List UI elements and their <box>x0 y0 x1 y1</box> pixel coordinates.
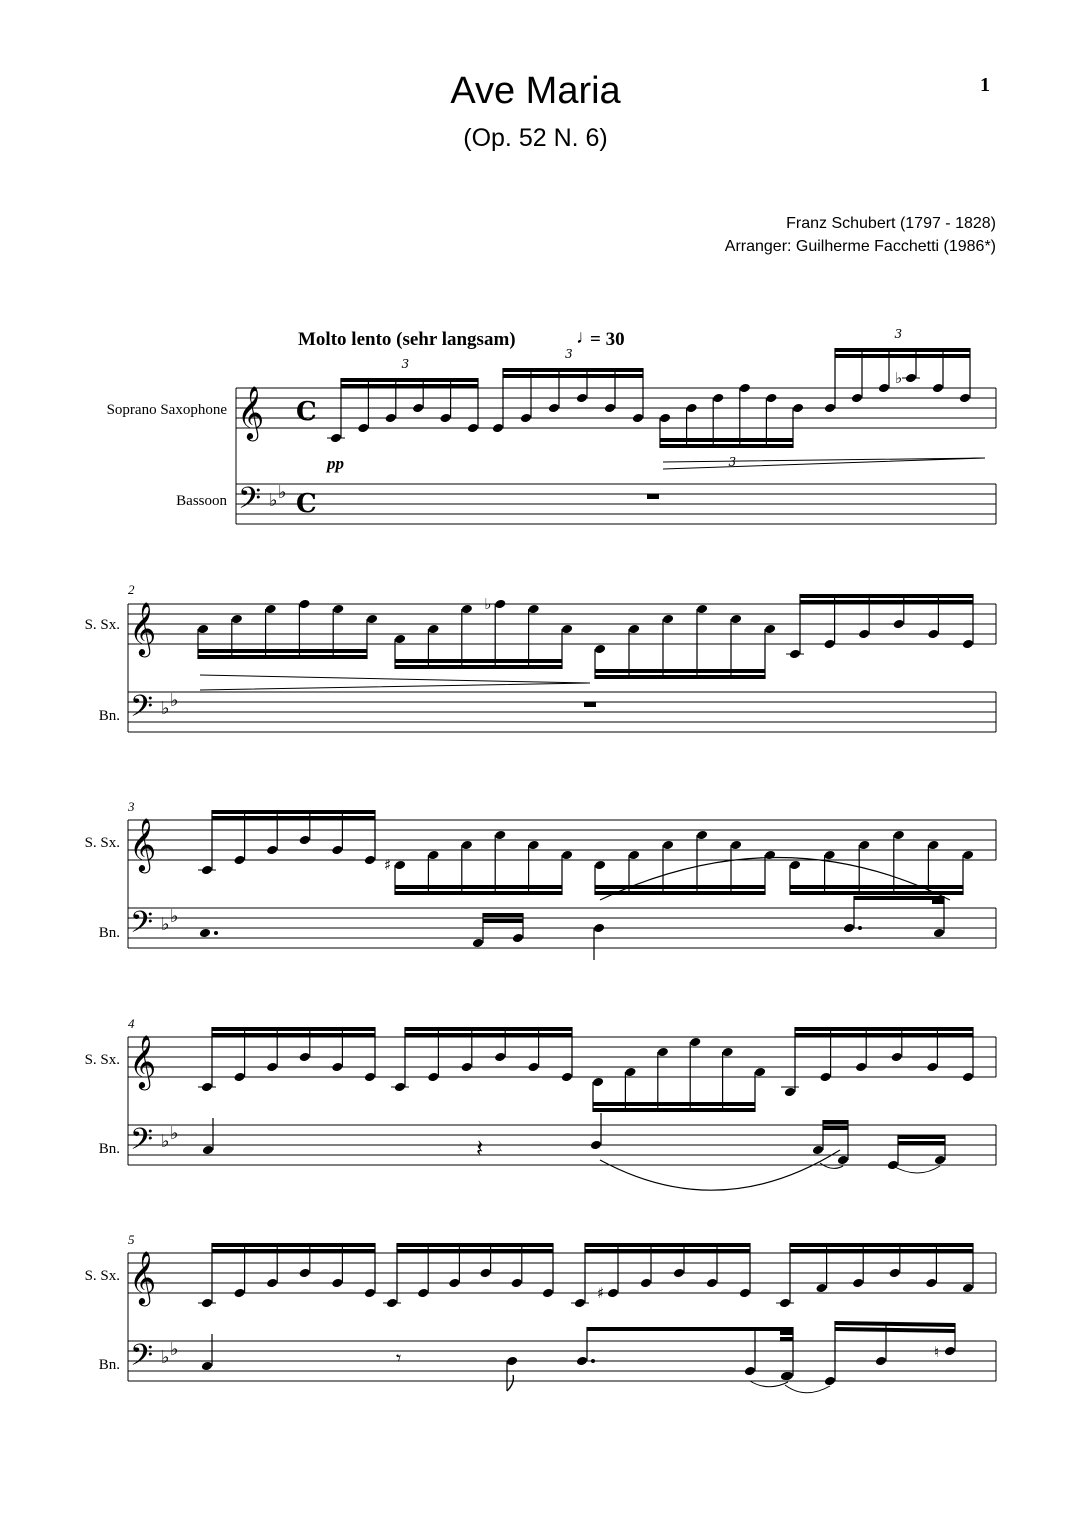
notehead <box>527 604 539 615</box>
beam <box>212 1249 375 1253</box>
notehead <box>628 850 640 861</box>
notehead <box>201 1361 213 1372</box>
notehead <box>197 624 209 635</box>
beam <box>595 675 765 679</box>
tempo-marking: Molto lento (sehr langsam) <box>298 329 516 350</box>
key-signature-flat: ♭ <box>170 906 179 927</box>
instrument-label-soprano: Soprano Saxophone <box>106 402 227 418</box>
bass-clef-icon: 𝄢 <box>238 482 262 523</box>
notehead <box>233 1072 245 1083</box>
accidental: ♯ <box>597 1284 605 1302</box>
dot <box>591 1359 595 1363</box>
notehead <box>394 634 406 645</box>
beam <box>898 1135 945 1139</box>
tie <box>820 1163 843 1168</box>
notehead <box>332 604 344 615</box>
notehead <box>962 850 974 861</box>
notehead <box>657 1047 669 1058</box>
triplet-mark: 3 <box>401 357 410 371</box>
key-signature-flat: ♭ <box>170 1339 179 1360</box>
notehead <box>926 1062 938 1073</box>
notehead <box>891 1052 903 1063</box>
notehead <box>962 639 974 650</box>
treble-clef-icon: 𝄞 <box>129 1250 157 1304</box>
measure-number: 2 <box>128 582 135 597</box>
notehead <box>851 393 863 404</box>
notehead <box>933 928 945 939</box>
tie <box>785 1385 830 1393</box>
beam <box>790 1249 973 1253</box>
notehead <box>855 1062 867 1073</box>
beam <box>397 1243 553 1247</box>
notehead <box>364 855 376 866</box>
beam <box>395 891 562 895</box>
dot <box>214 931 218 935</box>
notehead <box>927 629 939 640</box>
notehead <box>461 604 473 615</box>
beam <box>405 1027 572 1031</box>
decrescendo-hairpin <box>200 675 590 690</box>
notehead <box>527 840 539 851</box>
notehead <box>706 1278 718 1289</box>
notehead <box>744 1366 756 1377</box>
notehead <box>712 393 724 404</box>
beam <box>595 669 765 673</box>
beam <box>212 1027 375 1031</box>
beam <box>212 810 375 814</box>
notehead <box>467 423 479 434</box>
notehead <box>823 639 835 650</box>
notehead <box>386 1298 398 1309</box>
key-signature-flat: ♭ <box>161 1131 170 1152</box>
beam <box>660 444 793 448</box>
notehead <box>448 1278 460 1289</box>
key-signature-flat: ♭ <box>278 482 287 503</box>
notehead <box>893 619 905 630</box>
beam <box>795 1033 973 1037</box>
instrument-label-soprano-short: S. Sx. <box>84 1052 120 1068</box>
notehead <box>685 403 697 414</box>
notehead <box>299 835 311 846</box>
notehead <box>511 1278 523 1289</box>
notehead <box>461 1062 473 1073</box>
instrument-label-soprano-short: S. Sx. <box>84 835 120 851</box>
notehead <box>394 860 406 871</box>
notehead <box>889 1268 901 1279</box>
notehead <box>331 1062 343 1073</box>
beam <box>212 1243 375 1247</box>
notehead <box>754 1067 766 1078</box>
measure-number: 5 <box>128 1232 135 1247</box>
key-signature-flat: ♭ <box>170 690 179 711</box>
notehead <box>520 413 532 424</box>
dot <box>858 926 862 930</box>
tempo-bpm: = 30 <box>590 329 625 350</box>
beam <box>595 891 765 895</box>
notehead <box>659 413 671 424</box>
notehead <box>673 1268 685 1279</box>
whole-rest <box>647 494 659 499</box>
notehead <box>561 850 573 861</box>
time-signature: C <box>296 489 317 519</box>
notehead <box>385 413 397 424</box>
instrument-label-bassoon-short: Bn. <box>98 1141 120 1157</box>
notehead <box>576 393 588 404</box>
composer-credit: Franz Schubert (1797 - 1828) <box>786 215 996 232</box>
notehead <box>893 830 905 841</box>
notehead <box>264 604 276 615</box>
beam <box>823 1126 848 1130</box>
beam <box>397 1249 553 1253</box>
notehead <box>852 1278 864 1289</box>
notehead <box>843 923 855 934</box>
notehead <box>299 1268 311 1279</box>
beam <box>405 1033 572 1037</box>
notehead <box>764 850 776 861</box>
bass-clef-icon: 𝄢 <box>130 906 154 947</box>
notehead <box>764 624 776 635</box>
beam <box>395 665 562 669</box>
notehead <box>875 1356 887 1367</box>
key-signature-flat: ♭ <box>170 1123 179 1144</box>
bass-clef-icon: 𝄢 <box>130 1339 154 1380</box>
instrument-label-bassoon-short: Bn. <box>98 708 120 724</box>
beam <box>212 816 375 820</box>
accidental: ♯ <box>384 856 392 874</box>
notehead <box>561 624 573 635</box>
beam <box>835 1327 955 1333</box>
instrument-label-soprano-short: S. Sx. <box>84 617 120 633</box>
notehead <box>201 865 213 876</box>
bass-clef-icon: 𝄢 <box>130 1123 154 1164</box>
page-number: 1 <box>980 74 990 96</box>
notehead <box>299 1052 311 1063</box>
notehead <box>364 1072 376 1083</box>
notehead <box>815 1283 827 1294</box>
notehead <box>427 624 439 635</box>
notehead <box>266 845 278 856</box>
notehead <box>905 373 917 384</box>
notehead <box>364 1288 376 1299</box>
notehead <box>298 599 310 610</box>
notehead <box>927 840 939 851</box>
notehead <box>512 933 524 944</box>
measure-number: 4 <box>128 1016 135 1031</box>
notehead <box>472 938 484 949</box>
crescendo-hairpin <box>663 458 985 469</box>
triplet-mark: 3 <box>565 347 573 361</box>
notehead <box>330 433 342 444</box>
notehead <box>542 1288 554 1299</box>
key-signature-flat: ♭ <box>269 490 278 511</box>
notehead <box>492 423 504 434</box>
notehead <box>231 614 243 625</box>
key-signature-flat: ♭ <box>161 1347 170 1368</box>
notehead <box>824 403 836 414</box>
accidental: ♭ <box>484 595 492 613</box>
notehead <box>574 1298 586 1309</box>
beam <box>587 1327 793 1331</box>
score-title: Ave Maria <box>450 70 621 112</box>
treble-clef-icon: 𝄞 <box>129 817 157 871</box>
notehead <box>962 1072 974 1083</box>
beam <box>198 649 367 653</box>
notehead <box>199 928 211 939</box>
arranger-credit: Arranger: Guilherme Facchetti (1986*) <box>724 238 996 255</box>
triplet-mark: 3 <box>894 327 903 341</box>
notehead <box>765 393 777 404</box>
notehead <box>789 860 801 871</box>
notehead <box>201 1082 213 1093</box>
tie <box>750 1381 788 1387</box>
notehead <box>624 1067 636 1078</box>
notehead <box>506 1356 518 1367</box>
notehead <box>662 614 674 625</box>
notehead <box>604 403 616 414</box>
notehead <box>427 850 439 861</box>
notehead <box>858 840 870 851</box>
notehead <box>594 860 606 871</box>
notehead <box>739 383 751 394</box>
notehead <box>357 423 369 434</box>
notehead <box>837 1155 849 1166</box>
notehead <box>696 830 708 841</box>
bass-clef-icon: 𝄢 <box>130 690 154 731</box>
notehead <box>721 1047 733 1058</box>
notehead <box>202 1145 214 1156</box>
notehead <box>439 413 451 424</box>
instrument-label-bassoon: Bassoon <box>176 493 227 509</box>
notehead <box>739 1288 751 1299</box>
tempo-note-icon: ♩ <box>576 327 595 348</box>
notehead <box>412 403 424 414</box>
slur <box>600 1150 840 1190</box>
notehead <box>331 845 343 856</box>
notehead <box>632 413 644 424</box>
triplet-mark: 3 <box>728 455 737 469</box>
notehead <box>417 1288 429 1299</box>
beam <box>800 594 973 598</box>
notehead <box>394 1082 406 1093</box>
tie <box>893 1166 940 1173</box>
treble-clef-icon: 𝄞 <box>237 385 265 439</box>
dynamic-pp: pp <box>327 454 344 473</box>
notehead <box>640 1278 652 1289</box>
notehead <box>779 1298 791 1309</box>
notehead <box>527 1062 539 1073</box>
notehead <box>592 1077 604 1088</box>
notehead <box>932 383 944 394</box>
notehead <box>858 629 870 640</box>
notehead <box>594 644 606 655</box>
notehead <box>331 1278 343 1289</box>
beam <box>503 368 643 372</box>
notehead <box>962 1283 974 1294</box>
notehead <box>784 1087 796 1098</box>
eighth-rest: 𝄾 <box>396 1346 402 1370</box>
beam <box>790 1243 973 1247</box>
notehead <box>266 1062 278 1073</box>
notehead <box>561 1072 573 1083</box>
time-signature: C <box>296 397 317 427</box>
beam <box>593 1108 755 1112</box>
instrument-label-bassoon-short: Bn. <box>98 925 120 941</box>
notehead <box>233 855 245 866</box>
notehead <box>494 1052 506 1063</box>
beam <box>800 600 973 604</box>
notehead <box>789 649 801 660</box>
notehead <box>628 624 640 635</box>
beam <box>585 1243 750 1247</box>
beam <box>341 384 478 388</box>
beam <box>660 438 793 442</box>
instrument-label-soprano-short: S. Sx. <box>84 1268 120 1284</box>
treble-clef-icon: 𝄞 <box>129 601 157 655</box>
notehead <box>607 1288 619 1299</box>
notehead <box>934 1155 946 1166</box>
notehead <box>823 850 835 861</box>
key-signature-flat: ♭ <box>161 914 170 935</box>
treble-clef-icon: 𝄞 <box>129 1034 157 1088</box>
notehead <box>812 1145 824 1156</box>
notehead <box>201 1298 213 1309</box>
beam <box>823 1120 848 1124</box>
notehead <box>479 1268 491 1279</box>
notehead <box>590 1140 602 1151</box>
quarter-rest: 𝄽 <box>476 1134 484 1162</box>
beam <box>395 659 562 663</box>
beam <box>341 378 478 382</box>
instrument-label-bassoon-short: Bn. <box>98 1357 120 1373</box>
beam <box>483 913 523 917</box>
key-signature-flat: ♭ <box>161 698 170 719</box>
notehead <box>944 1346 956 1357</box>
notehead <box>266 1278 278 1289</box>
notehead <box>662 840 674 851</box>
note-flag <box>507 1375 513 1391</box>
beam <box>198 655 367 659</box>
notehead <box>494 830 506 841</box>
notehead <box>925 1278 937 1289</box>
notehead <box>548 403 560 414</box>
beam <box>395 885 562 889</box>
beam <box>483 919 523 923</box>
notehead <box>366 614 378 625</box>
notehead <box>696 604 708 615</box>
measure-number: 3 <box>128 799 135 814</box>
beam <box>854 896 944 900</box>
beam <box>795 1027 973 1031</box>
notehead <box>233 1288 245 1299</box>
beam <box>898 1141 945 1145</box>
beam <box>835 348 970 352</box>
notehead <box>494 599 506 610</box>
score-subtitle: (Op. 52 N. 6) <box>463 124 608 152</box>
notehead <box>792 403 804 414</box>
notehead <box>730 840 742 851</box>
notehead <box>593 923 605 934</box>
beam <box>835 1321 955 1327</box>
notehead <box>824 1376 836 1387</box>
notehead <box>819 1072 831 1083</box>
accidental: ♭ <box>895 369 903 387</box>
notehead <box>427 1072 439 1083</box>
beam <box>835 354 970 358</box>
notehead <box>461 840 473 851</box>
beam <box>503 374 643 378</box>
notehead <box>878 383 890 394</box>
beam <box>585 1249 750 1253</box>
whole-rest <box>584 702 596 707</box>
beam <box>790 885 963 889</box>
accidental: ♮ <box>934 1343 940 1361</box>
beam <box>593 1102 755 1106</box>
notehead <box>730 614 742 625</box>
beam <box>212 1033 375 1037</box>
notehead <box>576 1356 588 1367</box>
beam <box>595 885 765 889</box>
notehead <box>689 1037 701 1048</box>
notehead <box>959 393 971 404</box>
